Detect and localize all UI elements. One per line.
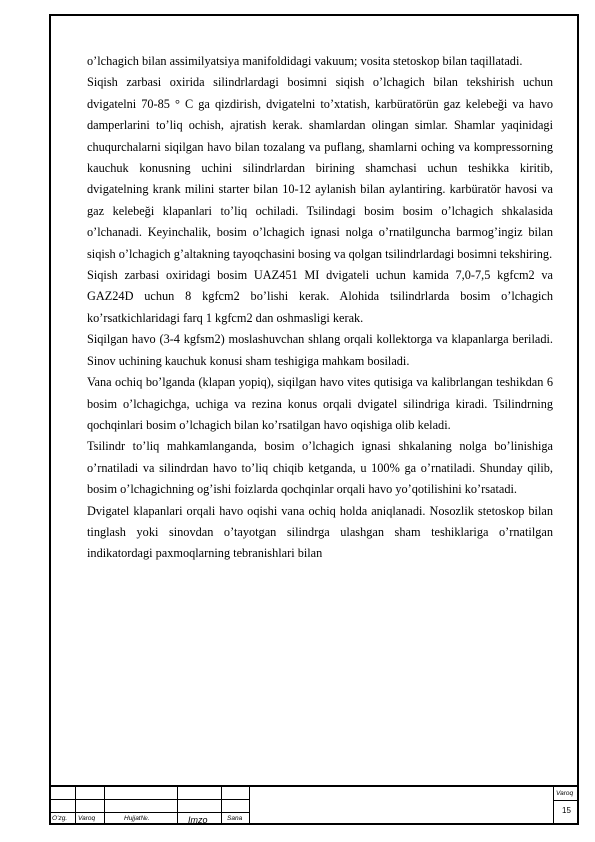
stamp-label-hujjat: Hujjat№. [124, 815, 150, 822]
page-number: 15 [562, 806, 571, 815]
paragraph-6: Tsilindr to’liq mahkamlanganda, bosim o’lchagich ignasi shkalaning nolga bo’linishiga o’rnatiladi va silindrdan havo to’liq chiqib ketganda, u 100% ga o’rnatiladi. Shunday qilib, bosim o’lchagichning og’ishi foizlarda qochqinlar orqali havo yo’qotilishini ko’rsatadi. [87, 439, 553, 497]
stamp-divider [553, 787, 554, 825]
title-block [49, 785, 579, 825]
stamp-label-varoq: Varoq [78, 815, 96, 822]
stamp-row-line [49, 799, 249, 800]
stamp-row-line [553, 800, 579, 801]
stamp-divider [177, 787, 178, 825]
stamp-label-ozg: O’zg. [52, 815, 68, 822]
paragraph-4: Siqilgan havo (3-4 kgfsm2) moslashuvchan shlang orqali kollektorga va klapanlarga beriladi. Sinov uchining kauchuk konusi sham teshigiga mahkam bosiladi. [87, 332, 553, 368]
stamp-divider [221, 787, 222, 825]
stamp-divider [104, 787, 105, 825]
stamp-label-varoq-title: Varoq [556, 790, 574, 797]
paragraph-3: Siqish zarbasi oxiridagi bosim UAZ451 MI dvigateli uchun kamida 7,0-7,5 kgfcm2 va GAZ24D uchun 8 kgfcm2 bo’lishi kerak. Alohida tsilindrlarda bosim o’lchagich ko’rsatkichlaridagi farq 1 kgfcm2 dan oshmasligi kerak. [87, 268, 553, 325]
paragraph-7: Dvigatel klapanlari orqali havo oqishi vana ochiq holda aniqlanadi. Nosozlik stetoskop bilan tinglash yoki sinovdan o’tayotgan silindrga ulashgan sham teshiklariga o’rnatilgan indikatordagi paxmoqlarning tebranishlari bilan [87, 503, 553, 561]
stamp-divider [75, 787, 76, 825]
paragraph-1: o’lchagich bilan assimilyatsiya manifoldidagi vakuum; vosita stetoskop bilan taqillatadi. [87, 54, 523, 68]
paragraph-5: Vana ochiq bo’lganda (klapan yopiq), siqilgan havo vites qutisiga va kalibrlangan teshikdan 6 bosim o’lchagichga, uchiga va rezina konus orqali dvigatel silindriga kiradi. Tsilindrning qochqinlari bosim o’lchagich bilan ko’rsatilgan havo oqishiga olib keladi. [87, 375, 553, 432]
stamp-divider [249, 787, 250, 825]
stamp-label-imzo: Imzo [188, 815, 208, 825]
paragraph-2: Siqish zarbasi oxirida silindrlardagi bosimni siqish o’lchagich bilan tekshirish uchun dvigatelni 70-85 ° C ga qizdirish, dvigatelni to’xtatish, karbüratörün gaz kelebeği va havo damperlarini to’liq ochish, ajratish kerak. shamlardan olingan simlar. Shamlar yaqinidagi chuqurchalarni siqilgan havo bilan tozalang va puflang, shamlarni oching va kompressorning kauchuk konusning uchini silindrlardan birining shamchasi uchun teshikka kiritib, dvigatelning krank milini starter bilan 10-12 aylanish bilan aylantiring. karbüratör havosi va gaz kelebeği klapanlari to’liq ochiladi. Tsilindagi bosim bosim o’lchagich shkalasida o’lchanadi. Keyinchalik, bosim o’lchagich ignasi nolga o’rnatilguncha barmog’ingiz bilan siqish o’lchagich g’altakning tayoqchasini bosing va qolgan tsilindrlardagi bosimni tekshiring. [87, 75, 553, 261]
stamp-row-line [49, 812, 249, 813]
document-body [87, 51, 553, 565]
stamp-label-sana: Sana [227, 815, 243, 822]
